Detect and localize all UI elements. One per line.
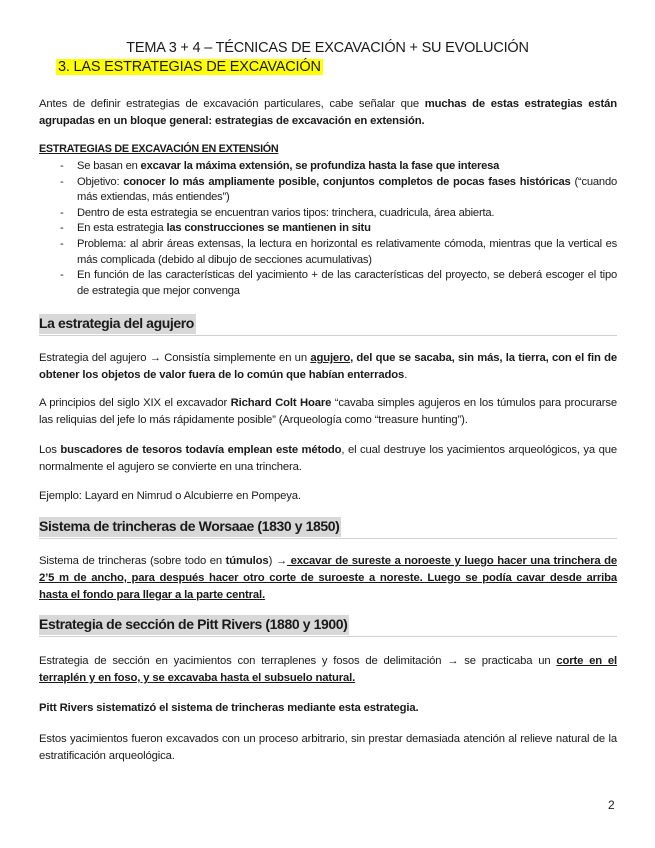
paragraph-text: Estrategia de sección en yacimientos con terraplenes y fosos de delimitación [39, 655, 448, 667]
list-item [57, 175, 617, 206]
extension-heading: ESTRATEGIAS DE EXCAVACIÓN EN EXTENSIÓN [39, 143, 279, 155]
heading-divider [39, 538, 617, 539]
pitt-paragraph-2: Pitt Rivers sistematizó el sistema de trincheras mediante esta estrategia. [39, 702, 419, 714]
extension-bullet-list [57, 159, 617, 299]
agujero-paragraph-2 [39, 395, 617, 429]
paragraph-bold-text: buscadores de tesoros todavía emplean este método [60, 444, 342, 456]
list-item [57, 268, 617, 299]
pitt-heading: Estrategia de sección de Pitt Rivers (1880 y 1900) [39, 615, 349, 635]
paragraph-text: Consistía simplemente en un [160, 352, 311, 364]
bullet-bold-text: excavar la máxima extensión, se profundiza hasta la fase que interesa [140, 160, 500, 172]
list-item [57, 206, 617, 222]
paragraph-bold-text: túmulos [225, 555, 269, 567]
list-item [57, 237, 617, 268]
worsaae-heading: Sistema de trincheras de Worsaae (1830 y 1850) [39, 517, 341, 537]
bullet-text: Se basan en [77, 160, 141, 172]
list-item [57, 159, 617, 175]
paragraph-text: Los [39, 444, 61, 456]
paragraph-text: Estrategia del agujero [39, 352, 150, 364]
document-title: TEMA 3 + 4 – TÉCNICAS DE EXCAVACIÓN + SU EVOLUCIÓN [126, 40, 529, 56]
agujero-heading-band [39, 314, 617, 336]
paragraph-bold-text: Richard Colt Hoare [230, 397, 332, 409]
agujero-paragraph-1 [39, 350, 617, 384]
paragraph-bold-text: , del que se sacaba, sin más, la tierra, con el fin de obtener los objetos de valor fuera de lo común que habían enterrados [39, 352, 618, 381]
intro-text: Antes de definir estrategias de excavación particulares, cabe señalar que [39, 98, 425, 110]
paragraph-text: se practicaba un [458, 655, 557, 667]
paragraph-text: ) [268, 555, 276, 567]
paragraph-bold-underlined-text: agujero [310, 352, 351, 364]
bullet-text: (“cuando más extiendas, más entiendes”) [77, 175, 617, 204]
pitt-paragraph-3: Estos yacimientos fueron excavados con un proceso arbitrario, sin prestar demasiada atención al relieve natural de la estratificación arqueológica. [39, 733, 617, 762]
intro-bold-text: muchas de estas estrategias están agrupadas en un bloque general: estrategias de excavación en extensión. [39, 98, 618, 127]
paragraph-text: Sistema de trincheras (sobre todo en [39, 555, 226, 567]
bullet-text: En función de las características del yacimiento + de las características del proyecto, se deberá escoger el tipo de estrategia que mejor convenga [77, 269, 617, 297]
right-arrow-icon: → [275, 555, 287, 567]
heading-divider [39, 335, 617, 336]
paragraph-text: . [404, 369, 408, 381]
page-number: 2 [608, 798, 615, 812]
paragraph-text: “cavaba simples agujeros en los túmulos para procurarse las reliquias del jefe lo más rápidamente posible” (Arqueología como “treasure hunting”). [39, 397, 617, 426]
paragraph-bold-underlined-text: excavar de sureste a noroeste y luego hacer una trinchera de 2’5 m de ancho, para después hacer otro corte de suroeste a noreste. Luego se podía cavar desde arriba hasta el fondo para llegar a la parte central. [39, 555, 617, 601]
bullet-bold-text: conocer lo más ampliamente posible, conjuntos completos de pocas fases históricas [123, 175, 571, 188]
paragraph-bold-underlined-text: corte en el terraplén y en foso, y se excavaba hasta el subsuelo natural. [39, 655, 617, 684]
agujero-paragraph-4: Ejemplo: Layard en Nimrud o Alcubierre en Pompeya. [39, 490, 301, 502]
bullet-text: En esta estrategia [77, 222, 167, 235]
right-arrow-icon: → [447, 655, 459, 667]
worsaae-paragraph [39, 553, 617, 604]
paragraph-text: A principios del siglo XIX el excavador [39, 397, 231, 409]
agujero-heading: La estrategia del agujero [39, 314, 196, 334]
agujero-paragraph-3 [39, 442, 617, 476]
bullet-text: Objetivo: [77, 175, 124, 188]
worsaae-heading-band [39, 517, 617, 539]
pitt-heading-band [39, 615, 617, 637]
heading-divider [39, 636, 617, 637]
pitt-paragraph-1 [39, 653, 617, 687]
bullet-text: Dentro de esta estrategia se encuentran varios tipos: trinchera, cuadricula, área abierta. [77, 206, 495, 219]
paragraph-text: , el cual destruye los yacimientos arqueológicos, ya que normalmente el agujero se convierte en una trinchera. [39, 444, 617, 473]
right-arrow-icon: → [149, 352, 161, 364]
list-item [57, 221, 617, 237]
bullet-bold-text: las construcciones se mantienen in situ [166, 222, 371, 235]
bullet-text: Problema: al abrir áreas extensas, la lectura en horizontal es relativamente cómoda, mientras que la vertical es más complicada (debido al dibujo de secciones acumulativas) [77, 237, 617, 266]
intro-paragraph [39, 96, 617, 130]
section-heading: 3. LAS ESTRATEGIAS DE EXCAVACIÓN [58, 59, 321, 75]
